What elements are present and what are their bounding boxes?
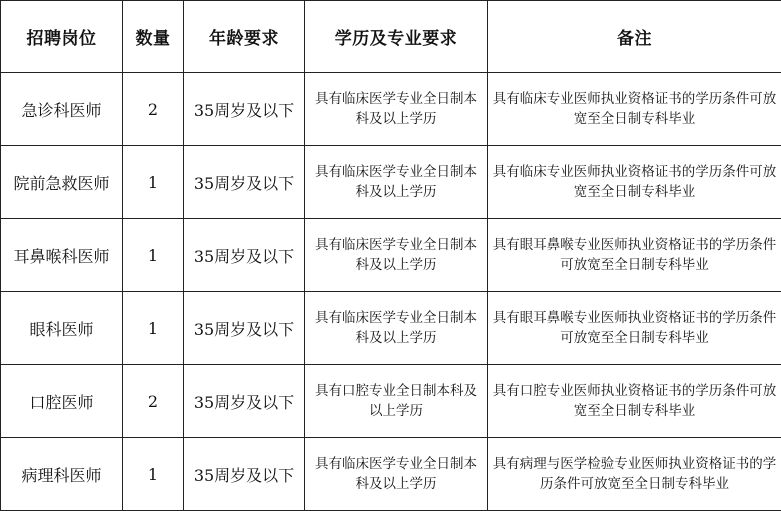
cell-count: 2 (123, 365, 184, 438)
cell-education: 具有临床医学专业全日制本科及以上学历 (305, 219, 488, 292)
cell-note: 具有口腔专业医师执业资格证书的学历条件可放宽至全日制专科毕业 (488, 365, 781, 438)
header-age: 年龄要求 (184, 1, 305, 73)
cell-age: 35周岁及以下 (184, 219, 305, 292)
table-row (1, 219, 781, 292)
cell-education: 具有临床医学专业全日制本科及以上学历 (305, 146, 488, 219)
cell-count: 2 (123, 73, 184, 146)
cell-count: 1 (123, 219, 184, 292)
cell-education: 具有口腔专业全日制本科及以上学历 (305, 365, 488, 438)
cell-note: 具有临床专业医师执业资格证书的学历条件可放宽至全日制专科毕业 (488, 73, 781, 146)
table-row (1, 438, 781, 511)
cell-age: 35周岁及以下 (184, 292, 305, 365)
table-row (1, 365, 781, 438)
cell-note: 具有病理与医学检验专业医师执业资格证书的学历条件可放宽至全日制专科毕业 (488, 438, 781, 511)
cell-note: 具有眼耳鼻喉专业医师执业资格证书的学历条件可放宽至全日制专科毕业 (488, 219, 781, 292)
header-row (1, 1, 781, 73)
cell-position: 病理科医师 (1, 438, 123, 511)
header-education: 学历及专业要求 (305, 1, 488, 73)
cell-note: 具有临床专业医师执业资格证书的学历条件可放宽至全日制专科毕业 (488, 146, 781, 219)
cell-age: 35周岁及以下 (184, 73, 305, 146)
header-count: 数量 (123, 1, 184, 73)
cell-position: 口腔医师 (1, 365, 123, 438)
cell-position: 耳鼻喉科医师 (1, 219, 123, 292)
cell-age: 35周岁及以下 (184, 438, 305, 511)
cell-age: 35周岁及以下 (184, 146, 305, 219)
cell-note: 具有眼耳鼻喉专业医师执业资格证书的学历条件可放宽至全日制专科毕业 (488, 292, 781, 365)
cell-count: 1 (123, 438, 184, 511)
table-row (1, 146, 781, 219)
table-header (1, 1, 781, 73)
table-row (1, 292, 781, 365)
header-position: 招聘岗位 (1, 1, 123, 73)
cell-education: 具有临床医学专业全日制本科及以上学历 (305, 438, 488, 511)
cell-position: 急诊科医师 (1, 73, 123, 146)
cell-age: 35周岁及以下 (184, 365, 305, 438)
table-row (1, 73, 781, 146)
cell-education: 具有临床医学专业全日制本科及以上学历 (305, 73, 488, 146)
cell-count: 1 (123, 146, 184, 219)
cell-count: 1 (123, 292, 184, 365)
cell-education: 具有临床医学专业全日制本科及以上学历 (305, 292, 488, 365)
cell-position: 院前急救医师 (1, 146, 123, 219)
table-body (1, 73, 781, 511)
header-note: 备注 (488, 1, 781, 73)
cell-position: 眼科医师 (1, 292, 123, 365)
